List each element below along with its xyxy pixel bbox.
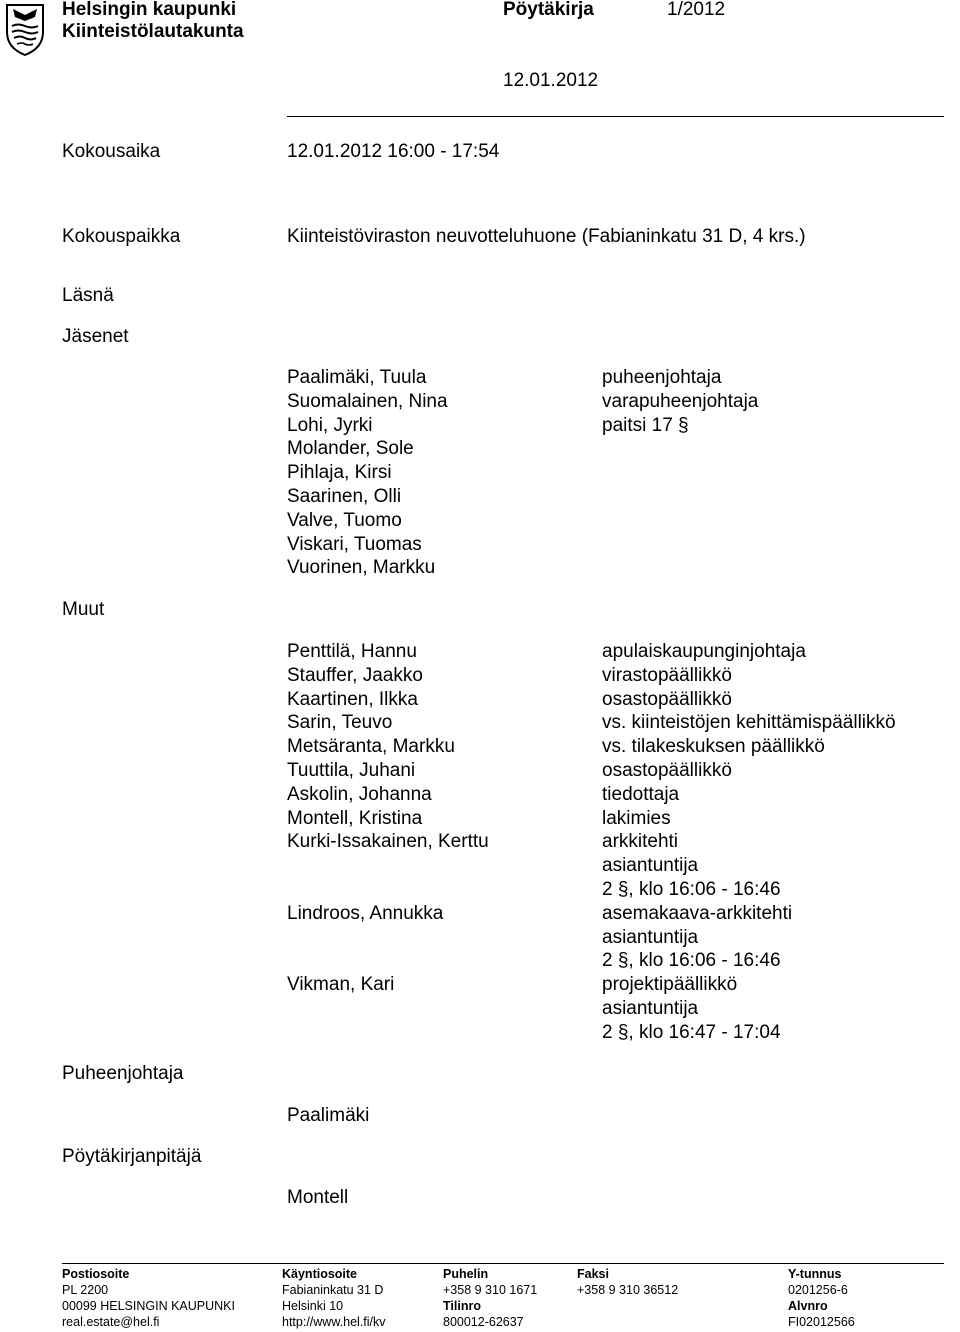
postal-line-2: 00099 HELSINGIN KAUPUNKI <box>62 1299 235 1313</box>
other-role: 2 §, klo 16:06 - 16:46 <box>602 878 781 900</box>
other-name <box>287 926 489 950</box>
other-role: vs. tilakeskuksen päällikkö <box>602 736 825 758</box>
secretary-value: Montell <box>287 1187 349 1208</box>
fax-label: Faksi <box>577 1267 609 1281</box>
account-value: 800012-62637 <box>443 1315 524 1329</box>
others-name-list <box>287 640 489 997</box>
other-name: Kurki-Issakainen, Kerttu <box>287 831 489 853</box>
footer-fax <box>577 1266 678 1298</box>
other-role: 2 §, klo 16:47 - 17:04 <box>602 1021 781 1043</box>
document-number: 1/2012 <box>667 0 726 20</box>
other-name: Sarin, Teuvo <box>287 712 393 734</box>
other-name: Kaartinen, Ilkka <box>287 688 418 710</box>
footer-postal <box>62 1266 235 1330</box>
other-role: asiantuntija <box>602 997 699 1019</box>
document-date: 12.01.2012 <box>503 70 599 91</box>
members-role-list <box>602 366 758 437</box>
member-name: Pihlaja, Kirsi <box>287 462 392 484</box>
visit-line-2: Helsinki 10 <box>282 1299 344 1313</box>
document-type: Pöytäkirja <box>503 0 594 20</box>
other-role: osastopäällikkö <box>602 759 732 781</box>
postal-label: Postiosoite <box>62 1267 130 1281</box>
others-label: Muut <box>62 599 105 620</box>
fax-value: +358 9 310 36512 <box>577 1283 679 1297</box>
footer-divider <box>62 1263 944 1264</box>
meeting-place-label: Kokouspaikka <box>62 226 181 247</box>
account-label: Tilinro <box>443 1299 481 1313</box>
postal-line-1: PL 2200 <box>62 1283 109 1297</box>
member-role: puheenjohtaja <box>602 367 722 388</box>
ytunnus-label: Y-tunnus <box>788 1267 842 1281</box>
other-name: Metsäranta, Markku <box>287 736 455 758</box>
other-role: arkkitehti <box>602 831 679 853</box>
other-name: Penttilä, Hannu <box>287 641 417 662</box>
other-name <box>287 949 489 973</box>
other-role: 2 §, klo 16:06 - 16:46 <box>602 950 781 972</box>
other-role: asemakaava-arkkitehti <box>602 902 793 924</box>
other-name: Lindroos, Annukka <box>287 902 444 924</box>
city-name: Helsingin kaupunki <box>62 0 237 20</box>
footer-phone <box>443 1266 537 1330</box>
other-role: apulaiskaupunginjohtaja <box>602 641 806 662</box>
member-name: Vuorinen, Markku <box>287 557 436 579</box>
other-name: Vikman, Kari <box>287 974 395 996</box>
other-name: Stauffer, Jaakko <box>287 664 423 686</box>
footer-visit <box>282 1266 386 1330</box>
member-name: Suomalainen, Nina <box>287 390 448 412</box>
other-role: osastopäällikkö <box>602 688 732 710</box>
footer-ytunnus <box>788 1266 855 1330</box>
members-label: Jäsenet <box>62 326 129 347</box>
header-divider <box>287 116 944 117</box>
alv-label: Alvnro <box>788 1299 828 1313</box>
visit-label: Käyntiosoite <box>282 1267 358 1281</box>
secretary-label: Pöytäkirjanpitäjä <box>62 1146 202 1167</box>
member-role: varapuheenjohtaja <box>602 390 759 412</box>
visit-line-1: Fabianinkatu 31 D <box>282 1283 384 1297</box>
members-name-list <box>287 366 448 580</box>
member-name: Saarinen, Olli <box>287 485 402 507</box>
other-role: asiantuntija <box>602 926 699 948</box>
ytunnus-value: 0201256-6 <box>788 1283 848 1297</box>
other-name: Montell, Kristina <box>287 807 423 829</box>
other-name: Tuuttila, Juhani <box>287 759 416 781</box>
other-name <box>287 878 489 902</box>
phone-label: Puhelin <box>443 1267 489 1281</box>
member-name: Paalimäki, Tuula <box>287 367 427 388</box>
present-label: Läsnä <box>62 285 114 306</box>
chair-label: Puheenjohtaja <box>62 1063 184 1084</box>
member-name: Lohi, Jyrki <box>287 414 373 436</box>
other-role: virastopäällikkö <box>602 664 732 686</box>
meeting-place-value: Kiinteistöviraston neuvotteluhuone (Fabianinkatu 31 D, 4 krs.) <box>287 226 806 247</box>
others-role-list <box>602 640 896 1045</box>
helsinki-coat-of-arms-logo <box>4 2 46 58</box>
meeting-time-label: Kokousaika <box>62 141 161 162</box>
postal-email: real.estate@hel.fi <box>62 1315 160 1329</box>
other-role: vs. kiinteistöjen kehittämispäällikkö <box>602 712 896 734</box>
other-role: tiedottaja <box>602 783 680 805</box>
other-role: projektipäällikkö <box>602 974 738 996</box>
member-role: paitsi 17 § <box>602 414 689 436</box>
member-name: Viskari, Tuomas <box>287 533 422 555</box>
other-role: lakimies <box>602 807 671 829</box>
other-name <box>287 854 489 878</box>
phone-value: +358 9 310 1671 <box>443 1283 538 1297</box>
meeting-time-value: 12.01.2012 16:00 - 17:54 <box>287 141 500 162</box>
other-name: Askolin, Johanna <box>287 783 432 805</box>
alv-value: FI02012566 <box>788 1315 855 1329</box>
visit-url: http://www.hel.fi/kv <box>282 1315 386 1329</box>
chair-value: Paalimäki <box>287 1105 370 1126</box>
other-role: asiantuntija <box>602 855 699 877</box>
member-name: Molander, Sole <box>287 438 414 460</box>
board-name: Kiinteistölautakunta <box>62 21 244 42</box>
member-name: Valve, Tuomo <box>287 509 402 531</box>
